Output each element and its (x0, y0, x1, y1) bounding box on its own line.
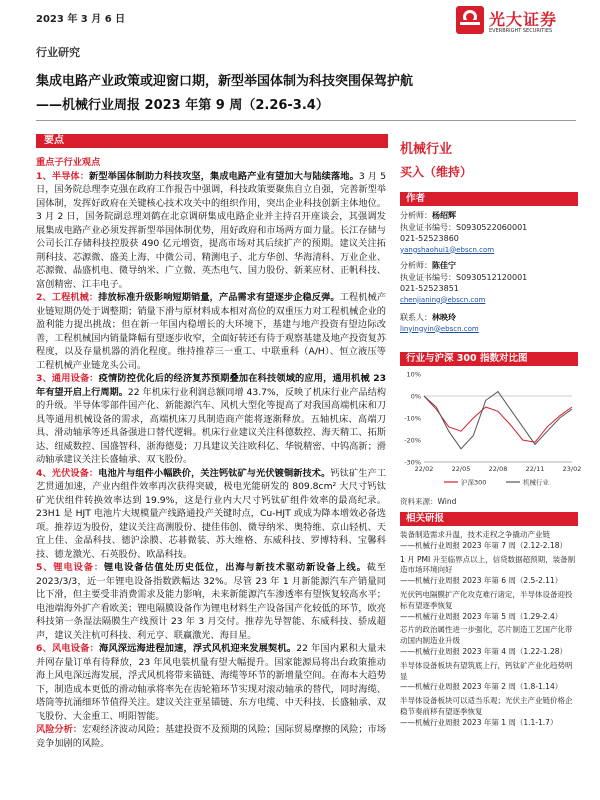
section-text: 工程机械产业链短期仍处于调整期；销量下滑与原材料成本相对高位的双重压力对工程机械企业的盈利能力提出挑战；但在新一年国内稳增长的大环境下，基建与地产投资有望边际改善，工程机械国内销量降幅有望逐步收窄，全面好转还有待于观察基建及地产投资复苏程度，以及存量机器的消化程度。维持推荐三一重工、中联重科（A/H）、恒立液压等工程机械产业链龙头公司。 (36, 292, 387, 371)
section-text: 截至 2023/3/3，近一年锂电设备指数跌幅达 32%。尽管 23 年 1 月新能源汽车产销量同比下滑，但主要受非消费需求及能力影响，未来新能源汽车渗透率有望恢复较高水平；电池端海外扩产看欧美；锂电隔膜设备作为锂电材料生产设备国产化较低的环节，欧亮科技第一条湿法隔膜生产线预计 23 年 3 月交付。推荐先导智能、东威科技、骄成超声，建议关注杭可科技、利元亨、联赢激光、海目星。 (36, 562, 386, 641)
section-title: 4、光伏设备： (36, 467, 99, 479)
related-report-item[interactable] (400, 555, 578, 587)
logo-icon (456, 6, 484, 34)
header-divider (36, 120, 576, 121)
summary-body (36, 156, 386, 750)
related-report-issue: ——机械行业周报 2023 年第 7 周（2.12-2.18） (400, 540, 567, 550)
report-genre: 行业研究 (36, 46, 80, 59)
summary-section (36, 642, 386, 723)
related-report-topic: 半导体设备板块有望筑底上行，钙钛矿产业化趋势明显 (400, 660, 573, 681)
related-header-bar (400, 512, 578, 526)
summary-section (36, 291, 386, 372)
related-report-issue: ——机械行业周报 2023 年第 6 周（2.5-2.11） (400, 576, 563, 586)
index-comparison-chart (400, 368, 582, 490)
section-lead: 疫情防控优化后的经济复苏预期叠加在科技领域的应用，通用机械 23 年有望开启上行周期。 (36, 373, 386, 398)
x-tick-label: 22/11 (525, 465, 545, 473)
company-logo (456, 6, 576, 42)
chart-source: 资料来源：Wind (400, 497, 457, 506)
rating-value: 买入（维持） (400, 165, 473, 179)
section-lead: 新型举国体制助力科技攻坚，集成电路产业有望加大与陆续落地。 (89, 170, 359, 182)
risk-analysis (36, 723, 386, 750)
report-subtitle: ——机械行业周报 2023 年第 9 周（2.26-3.4） (36, 98, 329, 113)
section-text: 22 年国内累积大量未并网存量订单有待释放，23 年风电装机量有望大幅提升。国家能源局将出台政策推动海上风电深远海发展，浮式风机将带来锚链、海缆等环节的新增量空间。在海本大趋势下，制造成本更低的滑动轴承将率先在齿轮箱环节实现对滚动轴承的替代，同时海缆、塔筒等抗涌细环节值得关注。建议关注亚星锚链、东方电缆、中天科技、长盛轴承、双飞股份、大金重工、明阳智能。 (36, 643, 386, 722)
y-tick-label: 10% (406, 370, 421, 379)
related-report-topic: 光伏钙电隔膜扩产化攻克难行诸定，半导体设备迎投标有望逐季恢复 (400, 589, 573, 610)
section-lead: 海风深远海进程加速，浮式风机迎来发展契机。 (98, 643, 297, 654)
summary-header-bar (36, 134, 388, 148)
summary-section (36, 170, 386, 292)
related-report-topic: 芯片的政治属性进一步强化，芯片制造工艺国产化带动国内制造业升级 (400, 625, 573, 646)
related-report-item[interactable] (400, 590, 578, 622)
x-tick-label: 22/02 (414, 465, 434, 473)
section-lead: 锂电设备估值处历史低位，出海与新技术驱动新设备上线。 (103, 562, 367, 573)
x-tick-label: 22/08 (488, 465, 508, 473)
section-text: 钙钛矿生产工艺贯通加速，产业内组件效率再次获得突破，极电光能研发的 809.8cm² 大尺寸钙钛矿光伏组件转换效率达到 19.9%，这是行业内大尺寸钙钛矿组件效率的最高纪录。23H1 是 HJT 电池片大规模量产线路通投产关键时点，Cu-HJT 或成为降本增效必备选项。推荐迈为股份，建议关注高测股份、捷佳伟创、微导纳米、奥特维、京山轻机、天宜上佳、金晶科技、德沪涂膜、芯碁微装、苏大维格、东威科技、罗博特科、宝馨科技、德龙激光、石英股份、欧晶科技。 (36, 467, 387, 560)
industry-name: 机械行业 (400, 142, 453, 157)
section-text: 3 月 5 日，国务院总理李克强在政府工作报告中强调，科技政策要聚焦自立自强，完善新型举国体制，发挥好政府在关键核心技术攻关中的组织作用，突出企业科技创新主体地位。3 月 2 日，国务院副总理刘鹤在北京调研集成电路企业并主持召开座谈会，其强调发展集成电路产业必须发挥新型举国体制优势，用好政府和市场两方面力量。长江存储与公司长江存储科技控股获 490 亿元增资，提高市场对其后续扩产的预期。建议关注拓荆科技、芯源微、盛美上海、中微公司、精测电子、北方华创、华海清科、万业企业、芯源微、晶盛机电、微导纳米、广立微、英杰电气、国力股份、新莱应材、正帆科技、富创精密、江丰电子。 (36, 170, 386, 290)
analyst-phone: 021-52523851 (400, 284, 459, 293)
analyst-phone: 021-52523860 (400, 234, 459, 243)
logo-name-en: EVERBRIGHT SECURITIES (489, 28, 553, 34)
summary-subtitle: 重点子行业观点 (36, 157, 101, 168)
related-report-item[interactable] (400, 530, 578, 552)
summary-label: 要点 (44, 135, 64, 146)
x-tick-label: 22/05 (451, 465, 471, 473)
contact-name: 林映玲 (432, 313, 456, 322)
contact-role: 联系人： (400, 313, 432, 322)
related-report-issue: ——机械行业周报 2023 年第 4 周（1.22-1.28） (400, 646, 567, 656)
related-report-topic: 半导体设备板块可以适当乐观；光伏主产业链价格企稳节奏前移有望逐季恢复 (400, 696, 573, 716)
section-title: 5、锂电设备： (36, 562, 104, 573)
y-tick-label: -30% (404, 458, 421, 467)
related-report-item[interactable] (400, 661, 578, 693)
analyst-name: 陈佳宁 (432, 261, 456, 270)
report-date: 2023 年 3 月 6 日 (36, 14, 126, 25)
series-line-1 (424, 392, 572, 449)
section-title: 3、通用设备： (36, 373, 99, 384)
analyst-card (400, 260, 578, 306)
authors-header-bar (400, 192, 578, 206)
analyst-card (400, 210, 578, 256)
risk-title: 风险分析： (36, 724, 83, 735)
chart-header-bar (400, 352, 578, 366)
related-report-item[interactable] (400, 625, 578, 657)
x-tick-label: 23/02 (562, 465, 582, 473)
analyst-role: 分析师： (400, 211, 432, 220)
section-lead: 电池片与组件小幅跌价，关注钙钛矿与光伏镀铜新技术。 (98, 467, 331, 479)
analyst-email-link[interactable]: yangshaohui1@ebscn.com (400, 245, 495, 254)
series-line-0 (424, 396, 572, 442)
summary-section (36, 372, 386, 467)
related-report-issue: ——机械行业周报 2023 年第 5 周（1.29-2.4） (400, 611, 563, 621)
analyst-name: 杨绍辉 (432, 211, 456, 220)
legend-label: 机械行业 (523, 478, 549, 487)
summary-section (36, 561, 386, 642)
related-report-topic: 1 月 PMI 升至临界点以上，信贷数据超预期，装备制造市场环境向好 (400, 554, 576, 575)
rating-block (400, 138, 578, 180)
related-report-issue: ——机械行业周报 2023 年第 1 周（1.1-1.7） (400, 717, 558, 727)
y-tick-label: -10% (404, 414, 421, 423)
section-title: 2、工程机械： (36, 292, 99, 303)
chart-title: 行业与沪深 300 指数对比图 (406, 353, 528, 364)
summary-section (36, 467, 386, 562)
related-report-topic: 装备制造需求升温，技术走权之争撬动产业链 (400, 530, 550, 539)
related-reports-list (400, 530, 578, 732)
analyst-cert: 执业证书编号：S0930522060001 (400, 222, 528, 232)
y-tick-label: -20% (404, 436, 421, 445)
logo-name-cn: 光大证券 (489, 10, 558, 29)
analyst-cert: 执业证书编号：S0930512120001 (400, 272, 528, 282)
analyst-role: 分析师： (400, 261, 432, 270)
section-text: 22 年机床行业利润总额同增 43.7%，反映了机床行业产品结构的升级。半导体零部件国产化、新能源汽车、风机大型化等提高了对我国高端机床和刀具等通用机械设备的需求，高端机床刀具制造商产能将逐渐释放。五轴机床、高端刀具、滑动轴承等还具备强进口替代逻辑。机床行业建议关注科德数控、海天精工、拓斯达、纽威数控、国盛智科、浙海德曼；刀具建议关注欧科亿、华锐精密、中钨高新；滑动轴承建议关注长盛轴承、双飞股份。 (36, 386, 387, 465)
section-lead: 排放标准升级影响短期销量，产品需求有望逐步企稳反弹。 (98, 292, 340, 303)
report-title: 集成电路产业政策或迎窗口期，新型举国体制为科技突围保驾护航 (36, 74, 414, 89)
related-label: 相关研报 (406, 513, 445, 524)
related-report-issue: ——机械行业周报 2023 年第 2 周（1.8-1.14） (400, 682, 563, 692)
risk-text: 宏观经济波动风险；基建投资不及预期的风险；国际贸易摩擦的风险；市场竞争加剧的风险。 (36, 724, 387, 749)
legend-label: 沪深300 (461, 478, 487, 487)
contact-email-link[interactable]: linyingyin@ebscn.com (400, 324, 479, 333)
authors-label: 作者 (406, 193, 426, 204)
y-tick-label: 0% (410, 392, 421, 401)
analyst-email-link[interactable]: chenjianing@ebscn.com (400, 295, 486, 304)
section-title: 6、风电设备： (36, 643, 99, 654)
related-report-item[interactable] (400, 696, 578, 728)
section-title: 1、半导体： (36, 170, 90, 182)
contact-card (400, 312, 578, 335)
